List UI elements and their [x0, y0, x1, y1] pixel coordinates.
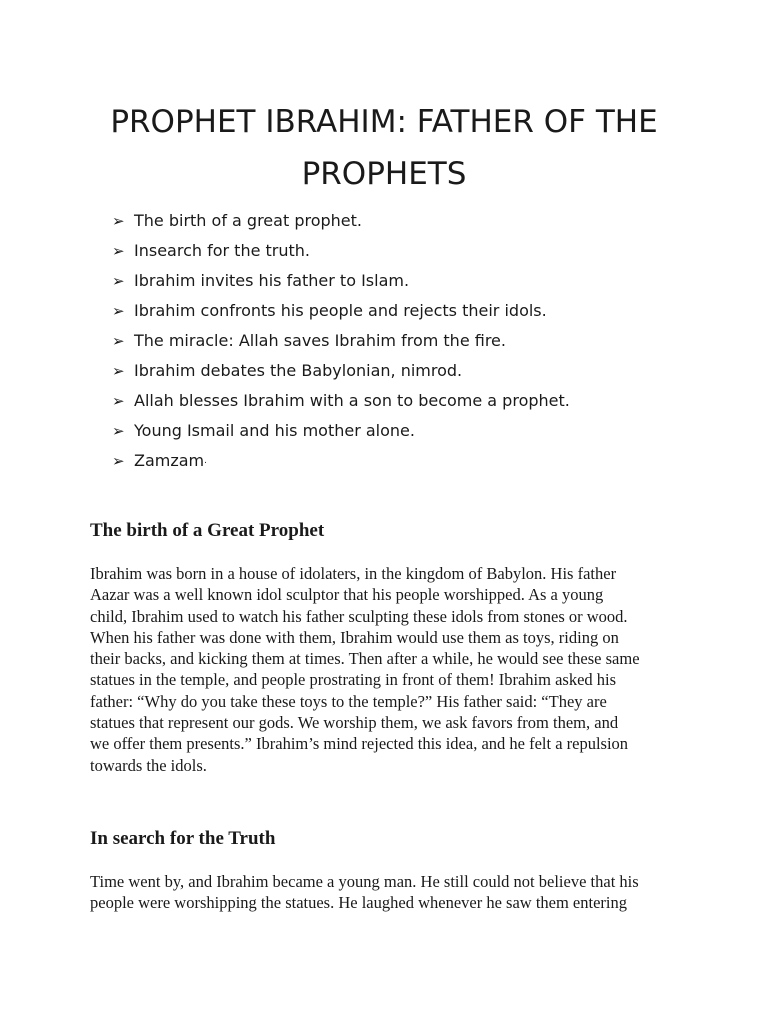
- paragraph-line: When his father was done with them, Ibrahim would use them as toys, riding on: [90, 627, 619, 647]
- arrowhead-bullet-icon: ➢: [112, 332, 125, 350]
- paragraph-line: people were worshipping the statues. He laughed whenever he saw them entering: [90, 893, 627, 913]
- contents-item: [112, 236, 570, 266]
- contents-item: [112, 326, 570, 356]
- paragraph-line: child, Ibrahim used to watch his father sculpting these idols from stones or wood.: [90, 606, 628, 626]
- contents-item: [112, 386, 570, 416]
- section-paragraph: [90, 871, 690, 914]
- paragraph-line: towards the idols.: [90, 755, 207, 775]
- contents-item-label: Ibrahim debates the Babylonian, nimrod.: [134, 361, 463, 380]
- contents-item-suffix: .: [204, 456, 208, 466]
- arrowhead-bullet-icon: ➢: [112, 392, 125, 410]
- section-paragraph: [90, 563, 690, 776]
- arrowhead-bullet-icon: ➢: [112, 242, 125, 260]
- contents-item-label: Insearch for the truth.: [134, 241, 311, 260]
- contents-item: [112, 446, 570, 476]
- contents-item: [112, 206, 570, 236]
- contents-item-label: Ibrahim invites his father to Islam.: [134, 271, 410, 290]
- section-heading: In search for the Truth: [90, 828, 276, 849]
- contents-item: [112, 266, 570, 296]
- title-line-1: PROPHET IBRAHIM: FATHER OF THE: [110, 104, 658, 140]
- paragraph-line: father: “Why do you take these toys to the temple?” His father said: “They are: [90, 691, 607, 711]
- paragraph-line: we offer them presents.” Ibrahim’s mind rejected this idea, and he felt a repulsion: [90, 734, 629, 754]
- page-title: [60, 96, 708, 200]
- contents-list: [112, 206, 570, 476]
- arrowhead-bullet-icon: ➢: [112, 272, 125, 290]
- arrowhead-bullet-icon: ➢: [112, 452, 125, 470]
- contents-item-label: Ibrahim confronts his people and rejects their idols.: [134, 301, 547, 320]
- paragraph-line: Time went by, and Ibrahim became a young man. He still could not believe that his: [90, 872, 639, 891]
- paragraph-line: their backs, and kicking them at times. Then after a while, he would see these same: [90, 649, 640, 669]
- paragraph-line: Ibrahim was born in a house of idolaters, in the kingdom of Babylon. His father: [90, 564, 617, 583]
- arrowhead-bullet-icon: ➢: [112, 212, 125, 230]
- contents-item-label: The birth of a great prophet.: [134, 211, 362, 230]
- paragraph-line: statues in the temple, and people prostrating in front of them! Ibrahim asked his: [90, 670, 617, 690]
- contents-item: [112, 416, 570, 446]
- contents-item-label: Young Ismail and his mother alone.: [134, 421, 415, 440]
- contents-item: [112, 356, 570, 386]
- title-line-2: PROPHETS: [301, 156, 467, 192]
- arrowhead-bullet-icon: ➢: [112, 422, 125, 440]
- contents-item: [112, 296, 570, 326]
- contents-item-label: The miracle: Allah saves Ibrahim from the fire.: [134, 331, 506, 350]
- arrowhead-bullet-icon: ➢: [112, 302, 125, 320]
- arrowhead-bullet-icon: ➢: [112, 362, 125, 380]
- contents-item-label: Zamzam: [134, 451, 205, 470]
- contents-item-label: Allah blesses Ibrahim with a son to become a prophet.: [134, 391, 570, 410]
- paragraph-line: statues that represent our gods. We worship them, we ask favors from them, and: [90, 713, 619, 733]
- paragraph-line: Aazar was a well known idol sculptor that his people worshipped. As a young: [90, 585, 604, 605]
- section-heading: The birth of a Great Prophet: [90, 520, 325, 541]
